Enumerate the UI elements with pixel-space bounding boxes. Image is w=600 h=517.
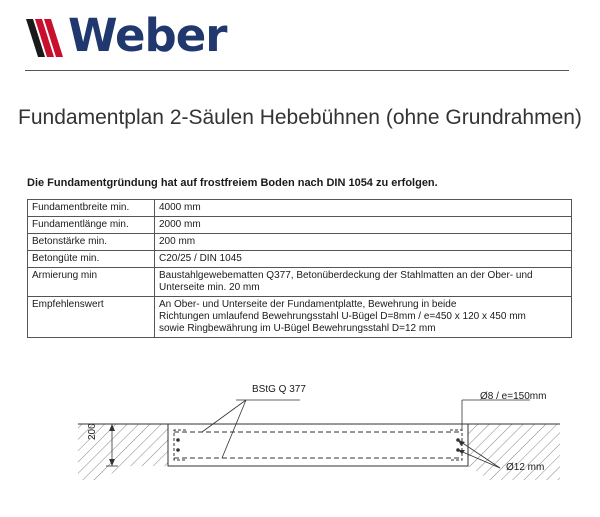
table-row (28, 251, 572, 268)
header-rule (25, 70, 569, 71)
row-value (155, 297, 572, 338)
ring-bar (176, 438, 180, 442)
table-row (28, 234, 572, 251)
row-label: Fundamentbreite min. (28, 200, 155, 217)
foundation-slab (168, 424, 468, 466)
thickness-label: 200 (87, 423, 98, 440)
value-line: Baustahlgewebematten Q377, Betonüberdeckung der Stahlmatten an der Ober- und (159, 270, 533, 281)
logo-stripes (26, 19, 68, 57)
row-label: Betongüte min. (28, 251, 155, 268)
table-row (28, 217, 572, 234)
value-line: Unterseite min. 20 mm (159, 282, 260, 293)
logo-wordmark: Weber (68, 9, 227, 62)
row-label: Fundamentlänge min. (28, 217, 155, 234)
value-line: An Ober- und Unterseite der Fundamentplatte, Bewehrung in beide (159, 299, 457, 310)
intro-text: Die Fundamentgründung hat auf frostfreiem Boden nach DIN 1054 zu erfolgen. (27, 177, 438, 189)
value-line: sowie Ringbewährung im U-Bügel Bewehrungsstahl D=12 mm (159, 323, 436, 334)
ring-bar (176, 448, 180, 452)
page-title: Fundamentplan 2-Säulen Hebebühnen (ohne Grundrahmen) (18, 106, 582, 129)
row-label: Empfehlenswert (28, 297, 155, 338)
ring-label: Ø12 mm (506, 462, 545, 473)
row-value: 2000 mm (155, 217, 572, 234)
spec-table (27, 199, 572, 338)
table-row (28, 297, 572, 338)
row-value: 4000 mm (155, 200, 572, 217)
row-value: 200 mm (155, 234, 572, 251)
row-label: Armierung min (28, 268, 155, 297)
row-label: Betonstärke min. (28, 234, 155, 251)
table-row (28, 200, 572, 217)
row-value (155, 268, 572, 297)
row-value: C20/25 / DIN 1045 (155, 251, 572, 268)
table-row (28, 268, 572, 297)
value-line: Richtungen umlaufend Bewehrungsstahl U-Bügel D=8mm / e=450 x 120 x 450 mm (159, 311, 526, 322)
mesh-label: BStG Q 377 (252, 384, 306, 395)
stirrup-label: Ø8 / e=150mm (480, 391, 547, 402)
